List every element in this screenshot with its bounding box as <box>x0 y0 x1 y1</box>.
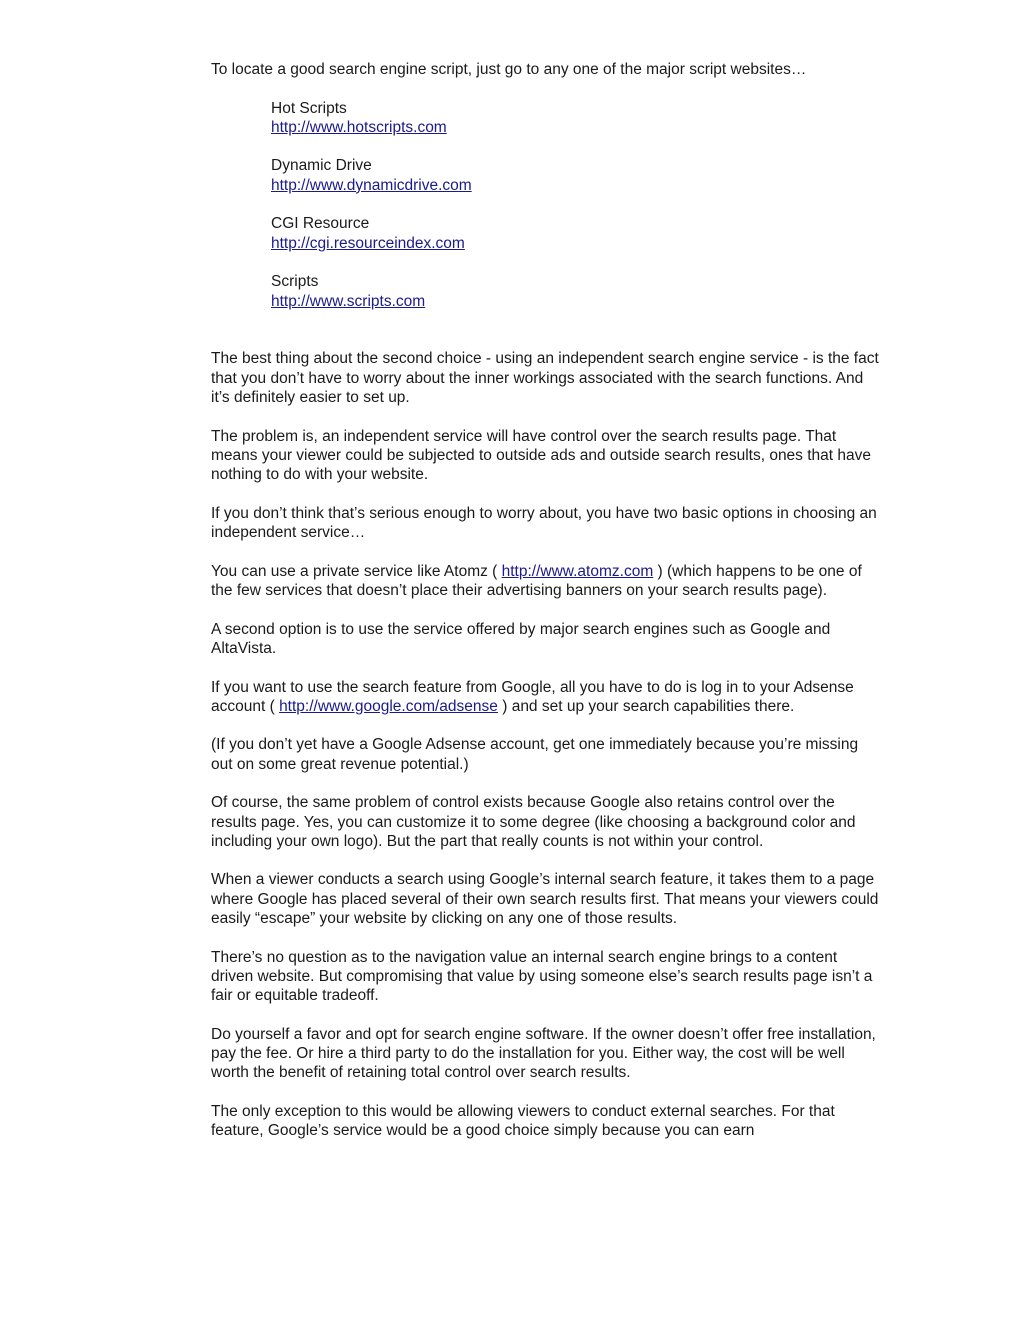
resource-link[interactable]: http://www.hotscripts.com <box>271 118 447 136</box>
script-resource-list <box>271 99 881 311</box>
resource-cgi-resource <box>271 214 881 253</box>
resource-dynamic-drive <box>271 156 881 195</box>
body-paragraph: The problem is, an independent service will have control over the search results page. That means your viewer could be subjected to outside ads and outside search results, ones that have nothing to do with your website. <box>211 427 872 484</box>
body-paragraph: Of course, the same problem of control exists because Google also retains control over the results page. Yes, you can customize it to some degree (like choosing a background color and including your own logo). But the part that really counts is not within your control. <box>211 794 856 850</box>
resource-name: Hot Scripts <box>271 99 347 117</box>
body-paragraph-atomz <box>211 562 881 601</box>
body-paragraph: If you don’t think that’s serious enough to worry about, you have two basic options in choosing an independent service… <box>211 504 877 542</box>
resource-name: Scripts <box>271 273 319 291</box>
paragraph-text: You can use a private service like Atomz ( <box>211 562 502 580</box>
body-paragraph: The only exception to this would be allowing viewers to conduct external searches. For that feature, Google’s service would be a good choice simply because you can earn <box>211 1103 835 1140</box>
resource-link[interactable]: http://cgi.resourceindex.com <box>271 234 465 252</box>
document-page <box>211 60 881 1160</box>
body-paragraph-adsense <box>211 678 881 717</box>
body-paragraph: There’s no question as to the navigation value an internal search engine brings to a content driven website. But compromising that value by using someone else’s search results page isn’t a fair or equitable tradeoff. <box>211 948 873 1005</box>
paragraph-text: ) and set up your search capabilities there. <box>497 697 795 715</box>
body-paragraph: (If you don’t yet have a Google Adsense account, get one immediately because you’re missing out on some great revenue potential.) <box>211 736 859 773</box>
adsense-link[interactable]: http://www.google.com/adsense <box>279 697 498 715</box>
body-paragraph: Do yourself a favor and opt for search engine software. If the owner doesn’t offer free installation, pay the fee. Or hire a third party to do the installation for you. Either way, the cost will be well worth the benefit of retaining total control over search results. <box>211 1025 876 1082</box>
body-paragraph: The best thing about the second choice - using an independent search engine service - is the fact that you don’t have to worry about the inner workings associated with the search functions. And it’s definitely easier to set up. <box>211 350 879 407</box>
resource-scripts <box>271 272 881 311</box>
resource-name: Dynamic Drive <box>271 157 372 175</box>
paragraph-text: ) (which happens to be one of the few services that doesn’t place their advertising banners on your search results page). <box>211 562 862 600</box>
paragraph-text: If you want to use the search feature from Google, all you have to do is log in to your Adsense account ( <box>211 678 854 715</box>
resource-link[interactable]: http://www.scripts.com <box>271 292 426 310</box>
resource-name: CGI Resource <box>271 215 370 233</box>
intro-paragraph: To locate a good search engine script, just go to any one of the major script websites… <box>211 61 807 78</box>
resource-link[interactable]: http://www.dynamicdrive.com <box>271 176 472 194</box>
body-paragraph: When a viewer conducts a search using Google’s internal search feature, it takes them to a page where Google has placed several of their own search results first. That means your viewers could easily “escape” your website by clicking on any one of those results. <box>211 871 879 928</box>
body-paragraph: A second option is to use the service offered by major search engines such as Google and AltaVista. <box>211 620 831 657</box>
resource-hot-scripts <box>271 99 881 138</box>
atomz-link[interactable]: http://www.atomz.com <box>501 562 654 580</box>
